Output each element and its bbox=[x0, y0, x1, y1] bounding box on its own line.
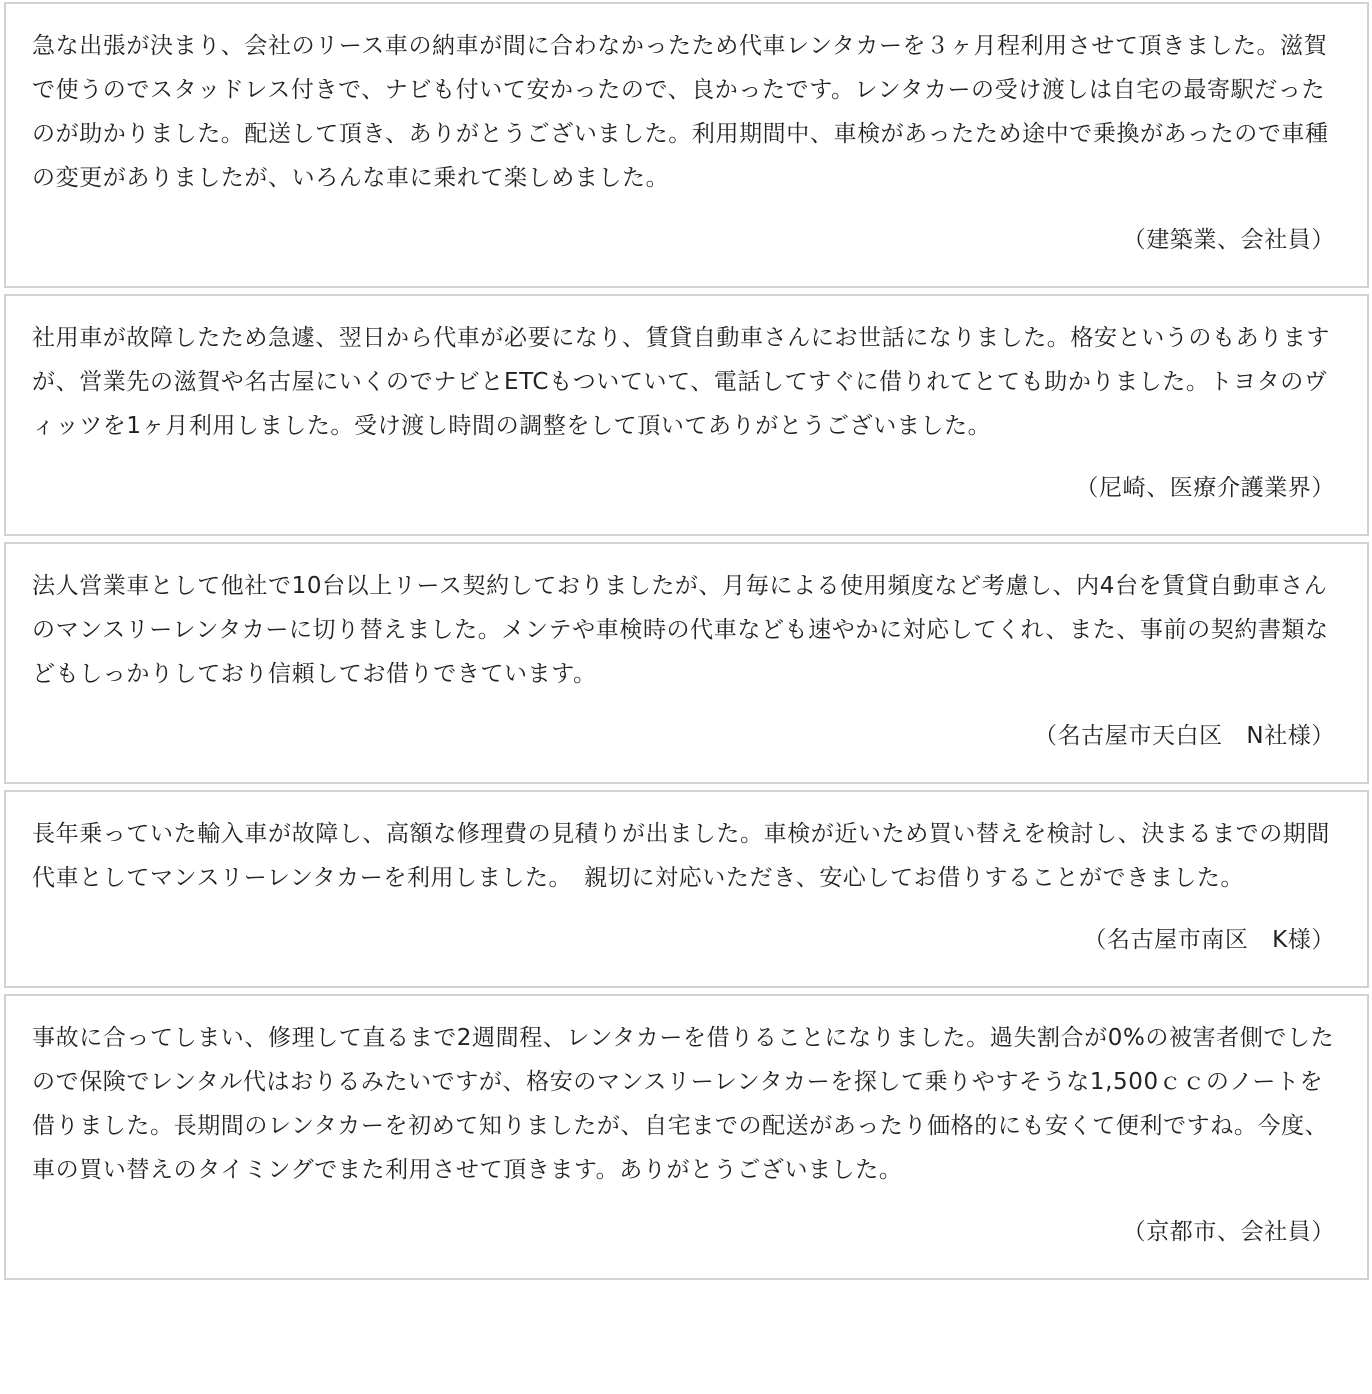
review-text: 事故に合ってしまい、修理して直るまで2週間程、レンタカーを借りることになりました。過失割合が0%の被害者側でしたので保険でレンタル代はおりるみたいですが、格安のマンスリーレンタカーを探して乗りやすそうな1,500ｃｃのノートを借りました。長期間のレンタカーを初めて知りましたが、自宅までの配送があったり価格的にも安くて便利ですね。今度、車の買い替えのタイミングでまた利用させて頂きます。ありがとうございました。 bbox=[32, 1025, 1335, 1183]
review-text: 急な出張が決まり、会社のリース車の納車が間に合わなかったため代車レンタカーを３ヶ月程利用させて頂きました。滋賀で使うのでスタッドレス付きで、ナビも付いて安かったので、良かったです。レンタカーの受け渡しは自宅の最寄駅だったのが助かりました。配送して頂き、ありがとうございました。利用期間中、車検があったため途中で乗換があったので車種の変更がありましたが、いろんな車に乗れて楽しめました。 bbox=[32, 33, 1329, 191]
review-author: （尼崎、医療介護業界） bbox=[1075, 475, 1335, 501]
review-card bbox=[4, 542, 1369, 784]
review-author: （建築業、会社員） bbox=[1122, 227, 1335, 253]
review-card bbox=[4, 790, 1369, 988]
review-author: （京都市、会社員） bbox=[1122, 1219, 1335, 1245]
review-card bbox=[4, 294, 1369, 536]
review-card bbox=[4, 2, 1369, 288]
review-author: （名古屋市南区 K様） bbox=[1083, 927, 1335, 953]
review-text: 法人営業車として他社で10台以上リース契約しておりましたが、月毎による使用頻度など考慮し、内4台を賃貸自動車さんのマンスリーレンタカーに切り替えました。メンテや車検時の代車なども速やかに対応してくれ、また、事前の契約書類などもしっかりしており信頼してお借りできています。 bbox=[32, 573, 1329, 687]
review-text: 社用車が故障したため急遽、翌日から代車が必要になり、賃貸自動車さんにお世話になりました。格安というのもありますが、営業先の滋賀や名古屋にいくのでナビとETCもついていて、電話してすぐに借りれてとても助かりました。トヨタのヴィッツを1ヶ月利用しました。受け渡し時間の調整をして頂いてありがとうございました。 bbox=[32, 325, 1330, 439]
review-text: 長年乗っていた輸入車が故障し、高額な修理費の見積りが出ました。車検が近いため買い替えを検討し、決まるまでの期間 代車としてマンスリーレンタカーを利用しました。 親切に対応いただき、安心してお借りすることができました。 bbox=[32, 821, 1354, 891]
review-card bbox=[4, 994, 1369, 1280]
review-author: （名古屋市天白区 N社様） bbox=[1033, 723, 1335, 749]
